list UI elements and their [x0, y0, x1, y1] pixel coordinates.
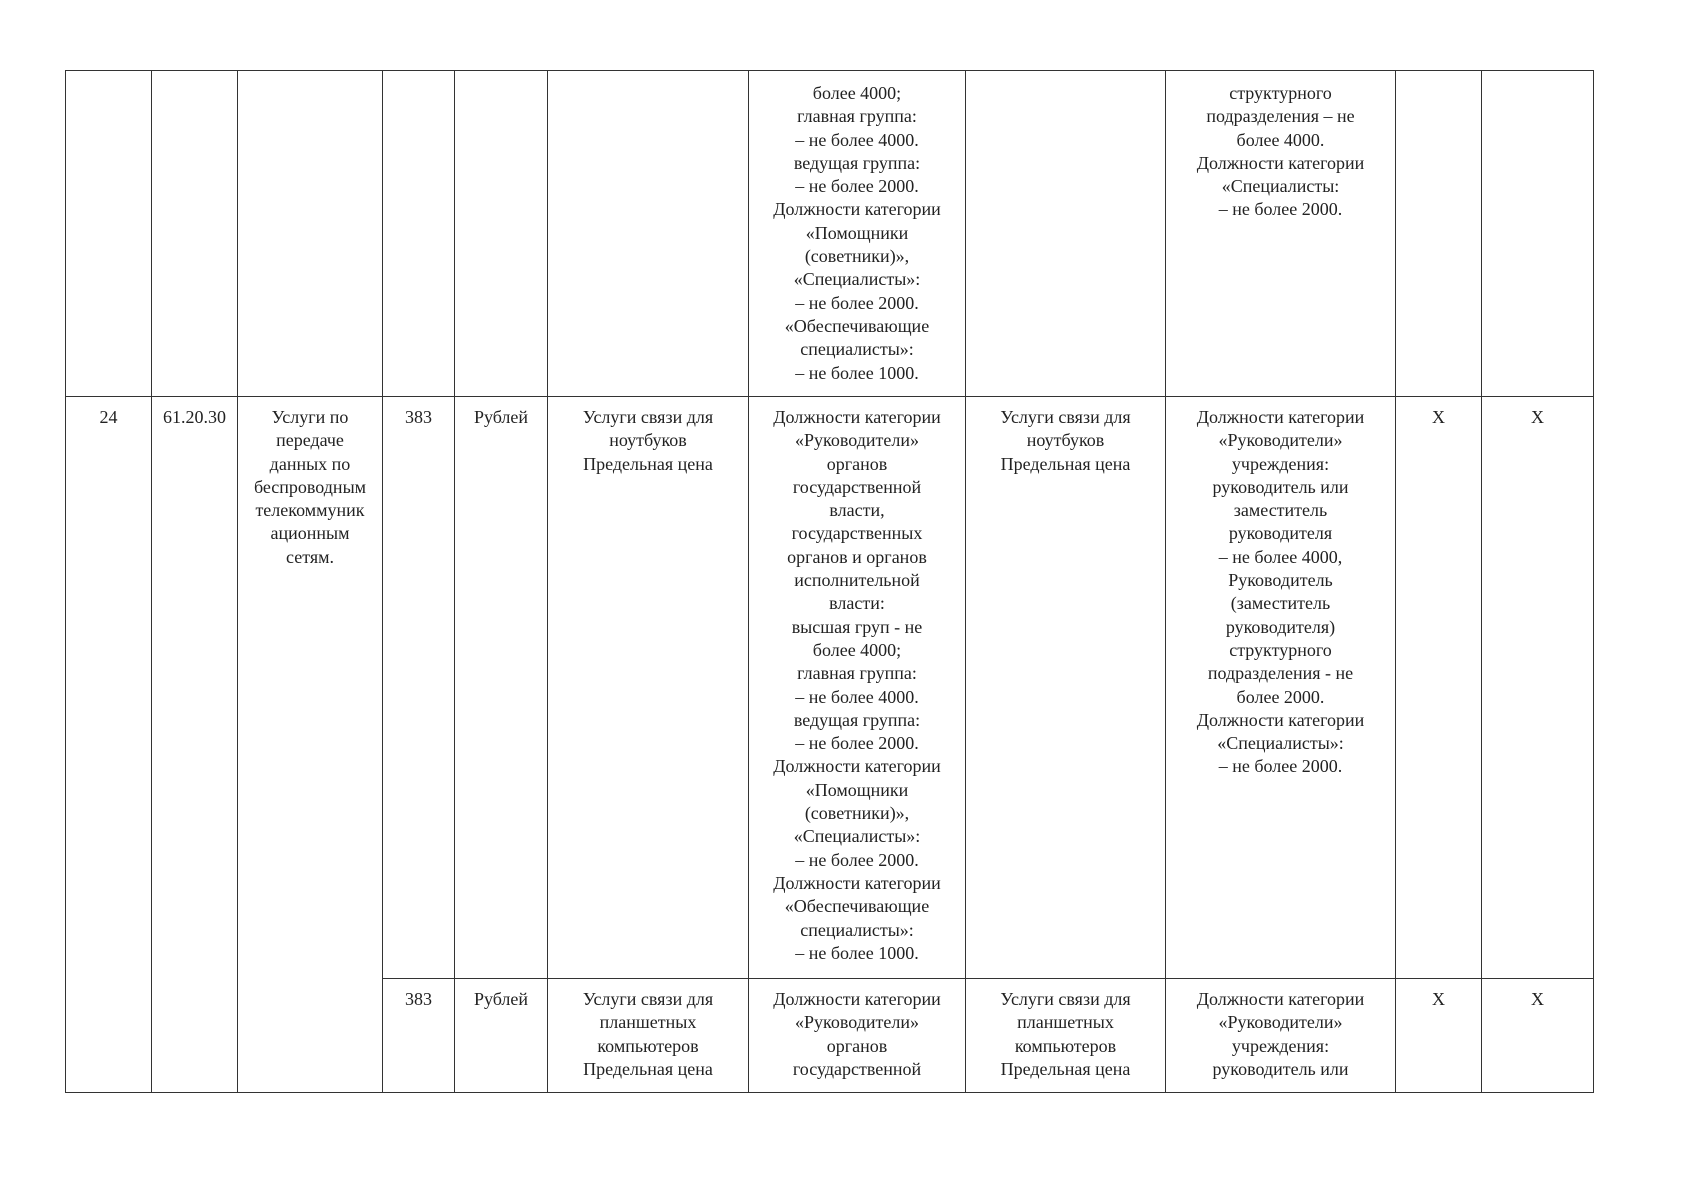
cell-x1: X	[1396, 397, 1482, 979]
table-row	[66, 71, 1594, 397]
cell-service	[548, 71, 749, 397]
cell-name: Услуги по передаче данных по беспроводным телекоммуник ационным сетям.	[238, 397, 383, 1093]
cell-x1	[1396, 71, 1482, 397]
cell-unit-code: 383	[383, 979, 455, 1093]
cell-x2: X	[1482, 979, 1594, 1093]
cell-service-2	[966, 71, 1166, 397]
cell-limit: Должности категории «Руководители» органов государственной власти, государственных органов и органов исполнительной власти: высшая груп - не более 4000; главная группа: – не более 4000. ведущая группа: – не более 2000. Должности категории «Помощники (советники)», «Специалисты»: – не более 2000. Должности категории «Обеспечивающие специалисты»: – не более 1000.	[749, 397, 966, 979]
cell-x2	[1482, 71, 1594, 397]
cell-service-2: Услуги связи для планшетных компьютеров Предельная цена	[966, 979, 1166, 1093]
cell-limit-2: Должности категории «Руководители» учреждения: руководитель или	[1166, 979, 1396, 1093]
cell-service-2: Услуги связи для ноутбуков Предельная цена	[966, 397, 1166, 979]
cell-limit: более 4000; главная группа: – не более 4000. ведущая группа: – не более 2000. Должности категории «Помощники (советники)», «Специалисты»: – не более 2000. «Обеспечивающие специалисты»: – не более 1000.	[749, 71, 966, 397]
cell-name	[238, 71, 383, 397]
cell-num	[66, 71, 152, 397]
cell-service: Услуги связи для планшетных компьютеров Предельная цена	[548, 979, 749, 1093]
cell-unit-name	[455, 71, 548, 397]
cell-code	[152, 71, 238, 397]
cell-code: 61.20.30	[152, 397, 238, 1093]
cell-unit-code: 383	[383, 397, 455, 979]
cell-service: Услуги связи для ноутбуков Предельная цена	[548, 397, 749, 979]
cell-limit: Должности категории «Руководители» органов государственной	[749, 979, 966, 1093]
cell-unit-code	[383, 71, 455, 397]
cell-limit-2: структурного подразделения – не более 4000. Должности категории «Специалисты: – не более 2000.	[1166, 71, 1396, 397]
cell-num: 24	[66, 397, 152, 1093]
cell-unit-name: Рублей	[455, 979, 548, 1093]
cell-x1: X	[1396, 979, 1482, 1093]
document-table	[65, 70, 1594, 1093]
table-row	[66, 397, 1594, 979]
cell-limit-2: Должности категории «Руководители» учреждения: руководитель или заместитель руководителя – не более 4000, Руководитель (заместитель руководителя) структурного подразделения - не более 2000. Должности категории «Специалисты»: – не более 2000.	[1166, 397, 1396, 979]
cell-x2: X	[1482, 397, 1594, 979]
cell-unit-name: Рублей	[455, 397, 548, 979]
